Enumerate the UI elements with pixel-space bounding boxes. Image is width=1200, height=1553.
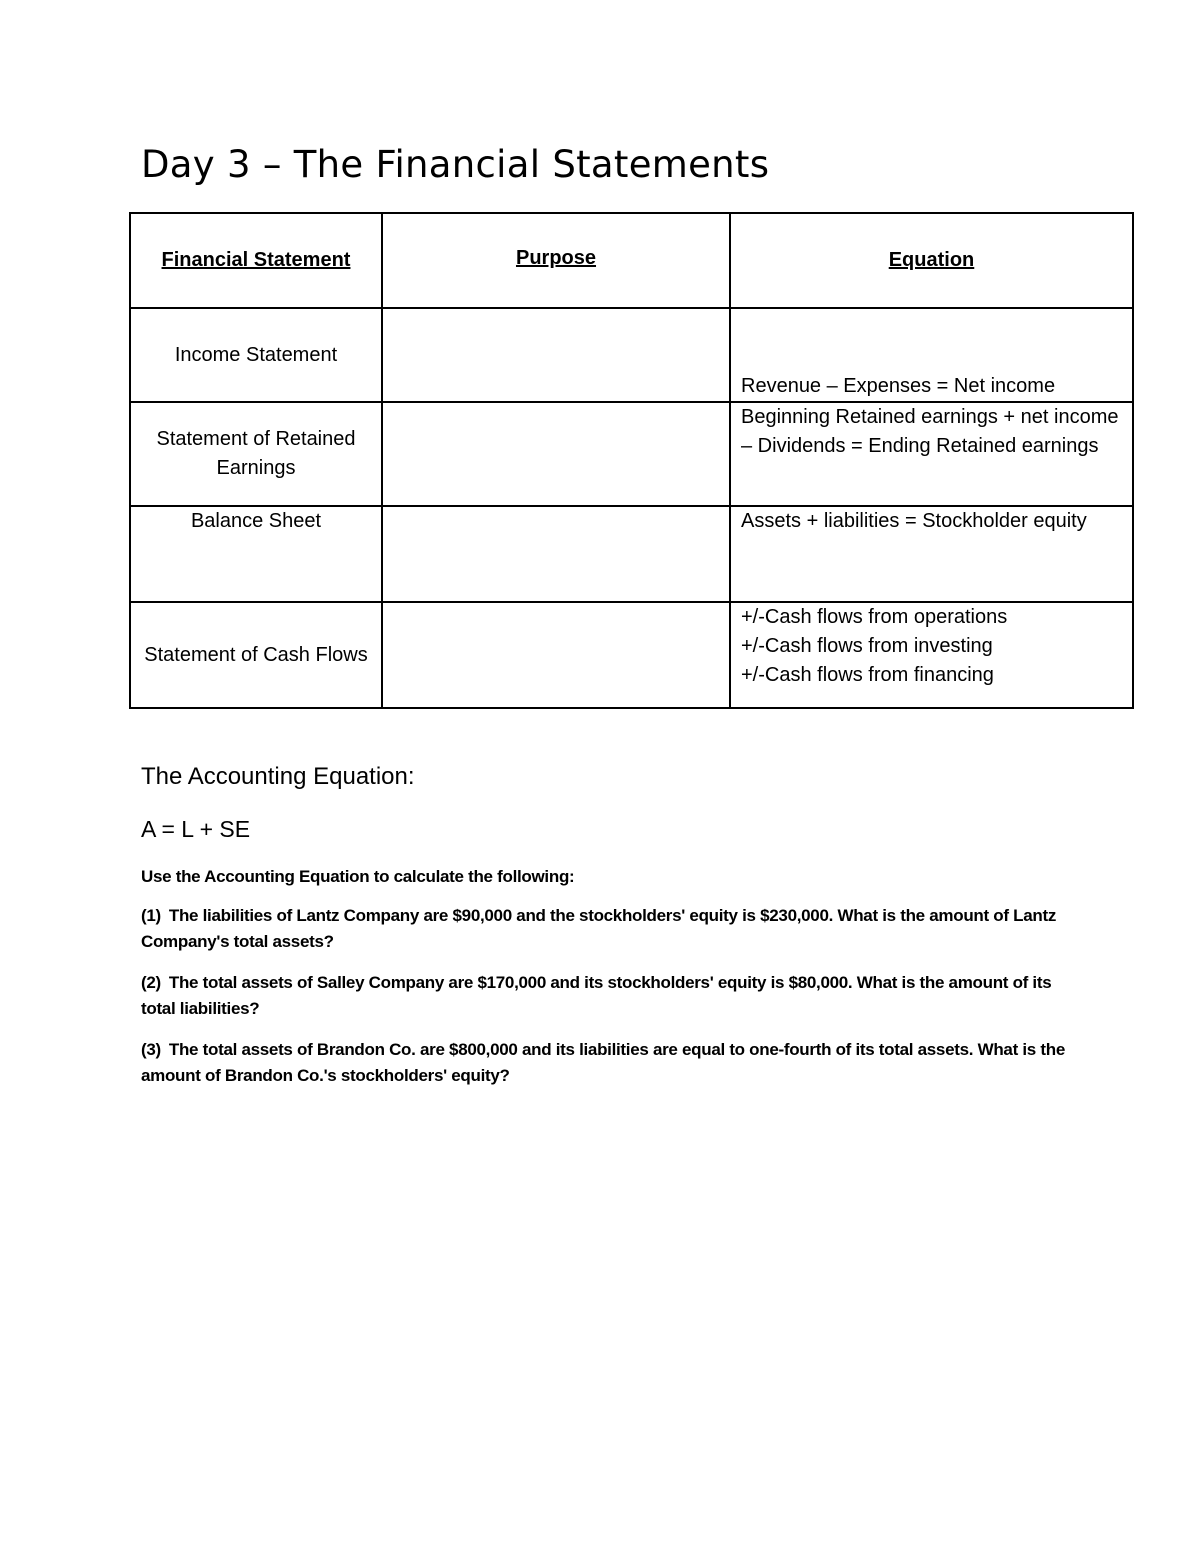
equation-line: +/-Cash flows from investing [741,635,993,657]
table-header-row [130,213,1133,308]
question-text: The total assets of Salley Company are $170,000 and its stockholders' equity is $80,000. What is the amount of its total liabilities? [141,973,1052,1018]
table-row-cash-flows [130,602,1133,708]
question-text: The liabilities of Lantz Company are $90,000 and the stockholders' equity is $230,000. What is the amount of Lantz Company's total assets? [141,906,1057,951]
equation-line: Revenue – Expenses = Net income [741,375,1056,397]
table-row-income-statement [130,308,1133,402]
table-row-balance-sheet [130,506,1133,602]
instructions-text: Use the Accounting Equation to calculate the following: [141,867,575,886]
header-purpose: Purpose [382,213,730,308]
purpose-cell[interactable] [382,506,730,602]
statement-name [130,402,382,506]
equation-line: Beginning Retained earnings + net income – Dividends = Ending Retained earnings [741,406,1119,457]
statement-name [130,602,382,708]
table-row-retained-earnings [130,402,1133,506]
question-item [141,903,1071,955]
question-item [141,1037,1071,1089]
statement-name-text: Statement of Retained Earnings [156,428,356,479]
page-title: Day 3 – The Financial Statements [141,143,770,186]
equation-cell [730,308,1133,402]
header-equation: Equation [730,213,1133,308]
purpose-cell[interactable] [382,602,730,708]
financial-statements-table [129,212,1134,709]
question-text: The total assets of Brandon Co. are $800,000 and its liabilities are equal to one-fourth of its total assets. What is the amount of Brandon Co.'s stockholders' equity? [141,1040,1065,1085]
question-number: (1) [141,906,161,925]
purpose-cell[interactable] [382,402,730,506]
equation-line: +/-Cash flows from operations [741,606,1008,628]
question-item [141,970,1071,1022]
statement-name: Balance Sheet [130,506,382,602]
statement-name-text: Statement of Cash Flows [144,643,368,666]
header-financial-statement: Financial Statement [130,213,382,308]
equation-line: +/-Cash flows from financing [741,664,994,686]
accounting-equation-formula: A = L + SE [141,816,251,842]
question-list [141,903,1071,1104]
question-number: (2) [141,973,161,992]
equation-cell [730,402,1133,506]
equation-cell [730,506,1133,602]
equation-line: Assets + liabilities = Stockholder equity [741,510,1087,532]
question-number: (3) [141,1040,161,1059]
equation-cell [730,602,1133,708]
accounting-equation-heading: The Accounting Equation: [141,763,415,790]
purpose-cell[interactable] [382,308,730,402]
statement-name: Income Statement [130,308,382,402]
